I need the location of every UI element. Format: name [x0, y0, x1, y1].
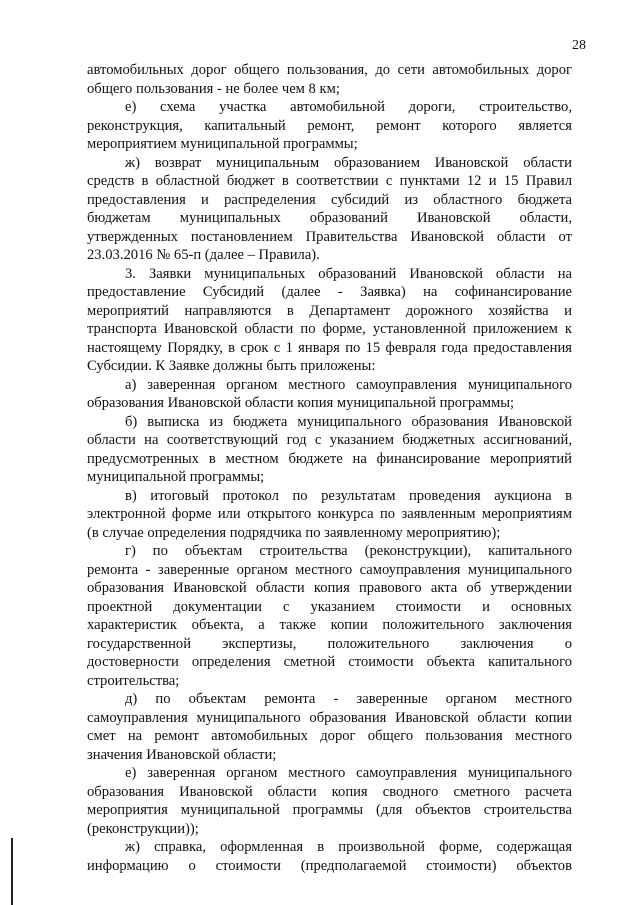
text-line: е) заверенная органом местного самоуправления муниципального — [125, 765, 572, 781]
text-line: 23.03.2016 № 65-п (далее – Правила). — [87, 247, 320, 263]
text-line: информацию о стоимости (предполагаемой стоимости) объектов — [87, 857, 572, 874]
text-line: Субсидии. К Заявке должны быть приложены: — [87, 358, 376, 374]
text-line: утвержденных постановлением Правительства Ивановской области от — [87, 228, 572, 245]
paragraph-p4 — [87, 265, 572, 376]
paragraph-p5 — [87, 376, 572, 413]
paragraph-p2 — [87, 98, 572, 154]
text-line: муниципальной программы; — [87, 469, 265, 485]
text-line: а) заверенная органом местного самоуправления муниципального — [125, 376, 572, 393]
margin-scan-line — [11, 838, 13, 905]
text-line: бюджетам муниципальных образований Ивановской области, — [87, 210, 572, 226]
text-line: достоверности определения сметной стоимости объекта капитального — [87, 654, 572, 670]
text-line: предусмотренных в местном бюджете на финансирование мероприятий — [87, 450, 572, 467]
text-line: (реконструкции)); — [87, 820, 199, 837]
paragraph-p7 — [87, 487, 572, 543]
text-line: транспорта Ивановской области по форме, установленной приложением к — [87, 321, 572, 337]
text-line: электронной форме или открытого конкурса по заявленным мероприятиям — [87, 506, 572, 522]
text-line: д) по объектам ремонта - заверенные органом местного — [125, 691, 572, 707]
text-line: предоставление Субсидий (далее - Заявка) на софинансирование — [87, 284, 572, 300]
paragraph-p1 — [87, 61, 572, 98]
paragraph-p6 — [87, 413, 572, 487]
paragraph-p8 — [87, 542, 572, 690]
text-line: государственной экспертизы, положительного заключения о — [87, 635, 572, 652]
document-body — [87, 61, 572, 875]
text-line: настоящему Порядку, в срок с 1 января по 15 февраля года предоставления — [87, 339, 572, 356]
page-number: 28 — [572, 38, 586, 53]
text-line: характеристик объекта, а также копии положительного заключения — [87, 617, 572, 633]
text-line: строительства; — [87, 672, 180, 689]
text-line: общего пользования - не более чем 8 км; — [87, 80, 340, 97]
text-line: е) схема участка автомобильной дороги, строительство, — [125, 99, 572, 115]
paragraph-p3 — [87, 154, 572, 265]
text-line: области на соответствующий год с указанием бюджетных ассигнований, — [87, 432, 572, 448]
text-line: б) выписка из бюджета муниципального образования Ивановской — [125, 413, 572, 430]
text-line: реконструкция, капитальный ремонт, ремонт которого является — [87, 117, 572, 134]
text-line: образования Ивановской области копия муниципальной программы; — [87, 395, 515, 411]
text-line: ж) возврат муниципальным образованием Ивановской области — [125, 154, 572, 171]
text-line: средств в областной бюджет в соответствии с пунктами 12 и 15 Правил — [87, 173, 572, 189]
paragraph-p9 — [87, 690, 572, 764]
text-line: мероприятий направляются в Департамент дорожного хозяйства и — [87, 302, 572, 319]
text-line: г) по объектам строительства (реконструкции), капитального — [125, 543, 572, 559]
text-line: автомобильных дорог общего пользования, до сети автомобильных дорог — [87, 62, 572, 78]
text-line: образования Ивановской области копия правового акта об утверждении — [87, 580, 572, 596]
text-line: предоставления и распределения субсидий из областного бюджета — [87, 191, 572, 208]
text-line: в) итоговый протокол по результатам проведения аукциона в — [125, 487, 572, 504]
text-line: образования Ивановской области копия сводного сметного расчета — [87, 783, 572, 800]
text-line: мероприятия муниципальной программы (для объектов строительства — [87, 802, 572, 818]
text-line: самоуправления муниципального образования Ивановской области копии — [87, 709, 572, 726]
text-line: 3. Заявки муниципальных образований Ивановской области на — [125, 265, 572, 282]
text-line: смет на ремонт автомобильных дорог общего пользования местного — [87, 728, 572, 744]
text-line: ж) справка, оформленная в произвольной форме, содержащая — [125, 839, 572, 855]
text-line: проектной документации с указанием стоимости и основных — [87, 598, 572, 615]
paragraph-p10 — [87, 764, 572, 838]
text-line: ремонта - заверенные органом местного самоуправления муниципального — [87, 561, 572, 578]
text-line: значения Ивановской области; — [87, 746, 277, 763]
text-line: мероприятием муниципальной программы; — [87, 136, 358, 152]
paragraph-p11 — [87, 838, 572, 875]
text-line: (в случае определения подрядчика по заявленному мероприятию); — [87, 524, 501, 541]
